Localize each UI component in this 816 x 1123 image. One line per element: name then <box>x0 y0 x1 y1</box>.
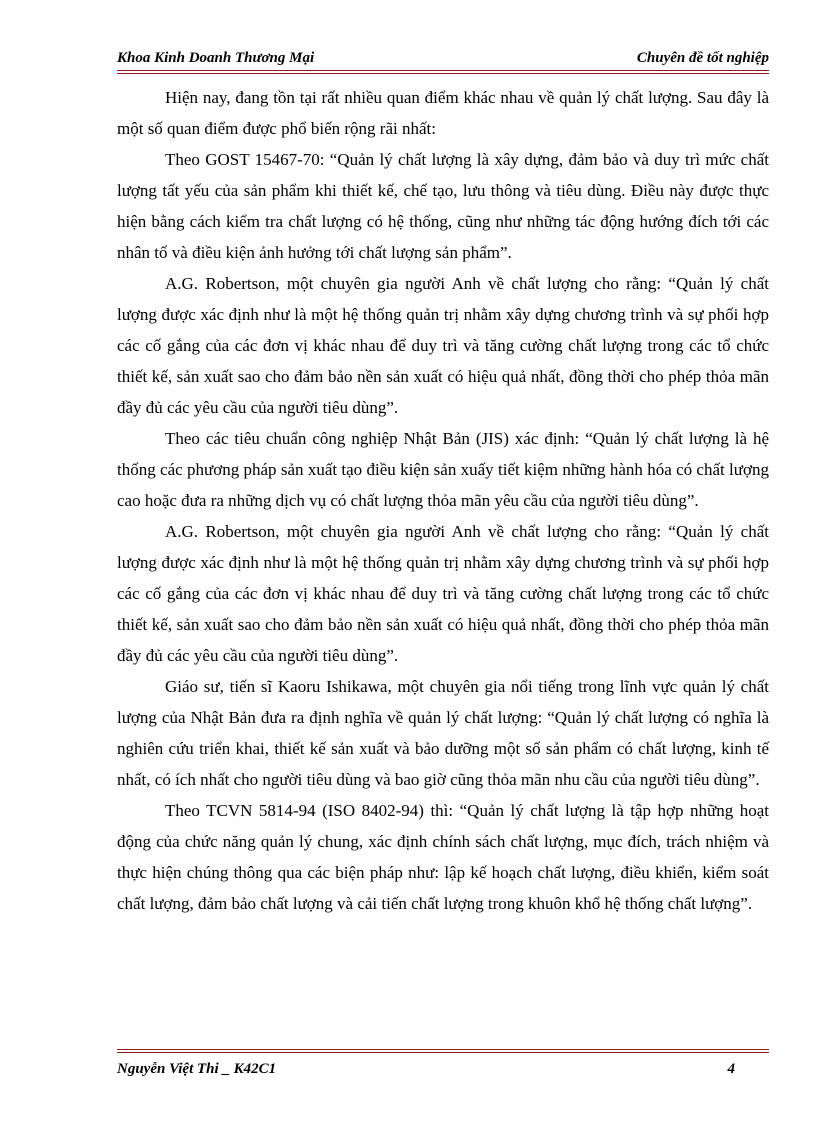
paragraph-gost: Theo GOST 15467-70: “Quản lý chất lượng là xây dựng, đảm bảo và duy trì mức chất lượng tất yếu của sản phẩm khi thiết kế, chế tạo, lưu thông và tiêu dùng. Điều này được thực hiện bằng cách kiểm tra chất lượng có hệ thống, cũng như những tác động hướng đích tới các nhân tố và điều kiện ảnh hưởng tới chất lượng sản phẩm”. <box>117 150 769 262</box>
paragraph-ishikawa: Giáo sư, tiến sĩ Kaoru Ishikawa, một chuyên gia nổi tiếng trong lĩnh vực quản lý chất lượng của Nhật Bản đưa ra định nghĩa về quản lý chất lượng: “Quản lý chất lượng có nghĩa là nghiên cứu triển khai, thiết kế sản xuất và bảo dưỡng một số sản phẩm có chất lượng, kinh tế nhất, có ích nhất cho người tiêu dùng và bao giờ cũng thỏa mãn nhu cầu của người tiêu dùng”. <box>117 677 769 789</box>
paragraph-jis: Theo các tiêu chuẩn công nghiệp Nhật Bản (JIS) xác định: “Quản lý chất lượng là hệ thống các phương pháp sản xuất tạo điều kiện sản xuấy tiết kiệm những hành hóa có chất lượng cao hoặc đưa ra những dịch vụ có chất lượng thỏa mãn yêu cầu của người tiêu dùng”. <box>117 429 769 510</box>
page-header <box>117 48 769 70</box>
paragraph-intro: Hiện nay, đang tồn tại rất nhiều quan điểm khác nhau về quản lý chất lượng. Sau đây là một số quan điểm được phổ biến rộng rãi nhất: <box>117 88 769 138</box>
page-number: 4 <box>727 1061 735 1077</box>
header-department: Khoa Kinh Doanh Thương Mại <box>117 50 315 66</box>
header-rule <box>117 70 769 74</box>
page-footer <box>117 1059 769 1081</box>
header-document-type: Chuyên đề tốt nghiệp <box>636 50 769 66</box>
document-body <box>117 82 769 919</box>
footer-rule <box>117 1049 769 1053</box>
footer-author: Nguyễn Việt Thi _ K42C1 <box>117 1061 277 1077</box>
paragraph-robertson: A.G. Robertson, một chuyên gia người Anh về chất lượng cho rằng: “Quản lý chất lượng được xác định như là một hệ thống quản trị nhằm xây dựng chương trình và sự phối hợp các cố gắng của các đơn vị khác nhau để duy trì và tăng cường chất lượng trong các tổ chức thiết kế, sản xuất sao cho đảm bảo nền sản xuất có hiệu quả nhất, đồng thời cho phép thỏa mãn đầy đủ các yêu cầu của người tiêu dùng”. <box>117 274 769 417</box>
paragraph-robertson-repeat: A.G. Robertson, một chuyên gia người Anh về chất lượng cho rằng: “Quản lý chất lượng được xác định như là một hệ thống quản trị nhằm xây dựng chương trình và sự phối hợp các cố gắng của các đơn vị khác nhau để duy trì và tăng cường chất lượng trong các tổ chức thiết kế, sản xuất sao cho đảm bảo nền sản xuất có hiệu quả nhất, đồng thời cho phép thỏa mãn đầy đủ các yêu cầu của người tiêu dùng”. <box>117 522 769 665</box>
paragraph-tcvn: Theo TCVN 5814-94 (ISO 8402-94) thì: “Quản lý chất lượng là tập hợp những hoạt động của chức năng quản lý chung, xác định chính sách chất lượng, mục đích, trách nhiệm và thực hiện chúng thông qua các biện pháp như: lập kế hoạch chất lượng, điều khiển, kiểm soát chất lượng, đảm bảo chất lượng và cải tiến chất lượng trong khuôn khổ hệ thống chất lượng”. <box>117 801 769 913</box>
